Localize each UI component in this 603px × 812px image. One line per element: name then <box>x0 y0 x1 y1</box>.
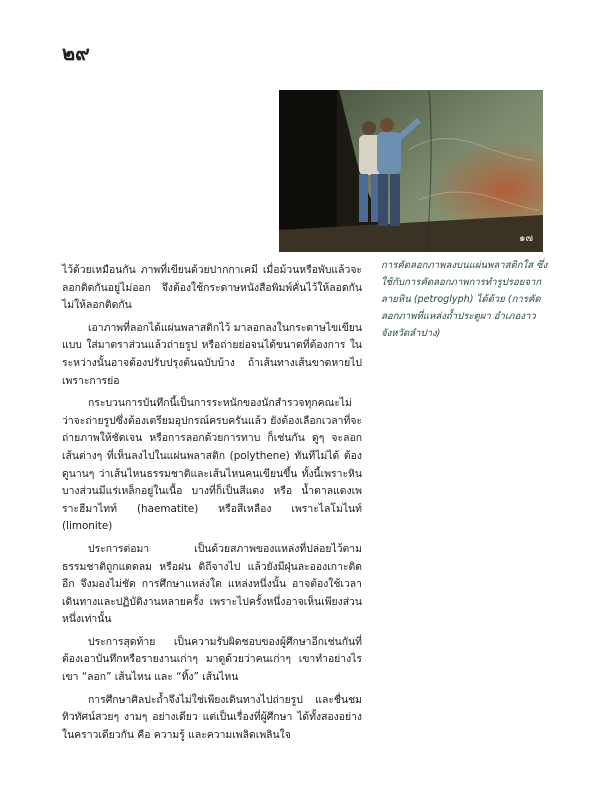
paragraph-5: ประการสุดท้าย เป็นความรับผิดชอบของผู้ศึกษาอีกเช่นกันที่ต้องเอาบันทึกหรือรายงานเก่าๆ มาดูด้วยว่าคนเก่าๆ เขาทำอย่างไร เขา “ลอก” เส้นไหน และ “ทิ้ง” เส้นไหน <box>62 635 362 684</box>
paragraph-1: ไว้ด้วยเหมือนกัน ภาพที่เขียนด้วยปากกาเคมี เมื่อม้วนหรือพับแล้วจะลอกติดกันอยู่ไม่ออก จึงต้องใช้กระดาษหนังสือพิมพ์คั่นไว้ให้ลอดกันไม่ให้ลอกติดกัน <box>62 264 362 312</box>
body-text <box>62 262 362 749</box>
photo-illustration <box>279 90 543 252</box>
paragraph-6: การศึกษาศิลปะถ้ำจึงไม่ใช่เพียงเดินทางไปถ่ายรูป และชื่นชมทิวทัศน์สวยๆ งามๆ อย่างเดียว แต่เป็นเรื่องที่ผู้ศึกษา ได้ทั้งสองอย่างในคราวเดียวกัน คือ ความรู้ และความเพลิดเพลินใจ <box>62 693 362 741</box>
photo-caption <box>381 257 553 342</box>
paragraph-4: ประการต่อมา เป็นด้วยสภาพของแหล่งที่ปล่อยไว้ตามธรรมชาติถูกแดดลม หรือฝน ดิถีจางไป แล้วยังมีฝุ่นละอองเกาะติดอีก จึงมองไม่ชัด การศึกษาแหล่งใด แหล่งหนึ่งนั้น อาจต้องใช้เวลาเดินทางและปฏิบัติงานหลายครั้ง เพราะไปครั้งหนึ่งอาจเห็นเพียงส่วนหนึ่งเท่านั้น <box>62 542 362 626</box>
paragraph-2: เอาภาพที่ลอกได้แผ่นพลาสติกไว้ มาลอกลงในกระดาษไขเขียนแบบ ใส่มาตราส่วนแล้วถ่ายรูป หรือถ่ายย่อจนได้ขนาดที่ต้องการ ในระหว่างนั้นอาจต้องปรับปรุงต้นฉบับบ้าง ถ้าเส้นทางเส้นขาดหายไปเพราะการย่อ <box>62 321 362 387</box>
page-number: ๒๙ <box>62 41 90 65</box>
caption-text: การคัดลอกภาพลงบนแผ่นพลาสติกใส ซึ่งใช้กับการคัดลอกภาพการทำรูปรอยจากลายหิน (petroglyph) ได้ด้วย (การคัดลอกภาพที่แหล่งถ้ำประตูผา อำเภองาว จังหวัดลำปาง) <box>381 260 548 339</box>
photo-number: ๑๗ <box>519 233 533 244</box>
paragraph-3: กระบวนการบันทึกนี้เป็นการระหนักของนักสำรวจทุกคณะไม่ว่าจะถ่ายรูปซึ่งต้องเตรียมอุปกรณ์ครบครันแล้ว ยังต้องเลือกเวลาที่จะถ่ายภาพให้ชัดเจน หรือการลอกด้วยการทาบ ก็เช่นกัน ดูๆ จะลอกเส้นต่างๆ ที่เห็นลงไปในแผ่นพลาสติก (polythene) ทันทีไม่ได้ ต้องดูนานๆ ว่าเส้นไหนธรรมชาติและเส้นไหนคนเขียนขึ้น ทั้งนี้เพราะหินบางส่วนมีแร่เหล็กอยู่ในเนื้อ บางที่ก็เป็นสีแดง หรือ น้ำตาลแดงเพราะฮีมาไทท์ (haematite) หรือสีเหลือง เพราะไลโมไนท์ (limonite) <box>62 397 362 533</box>
cave-copying-photo <box>279 90 543 252</box>
